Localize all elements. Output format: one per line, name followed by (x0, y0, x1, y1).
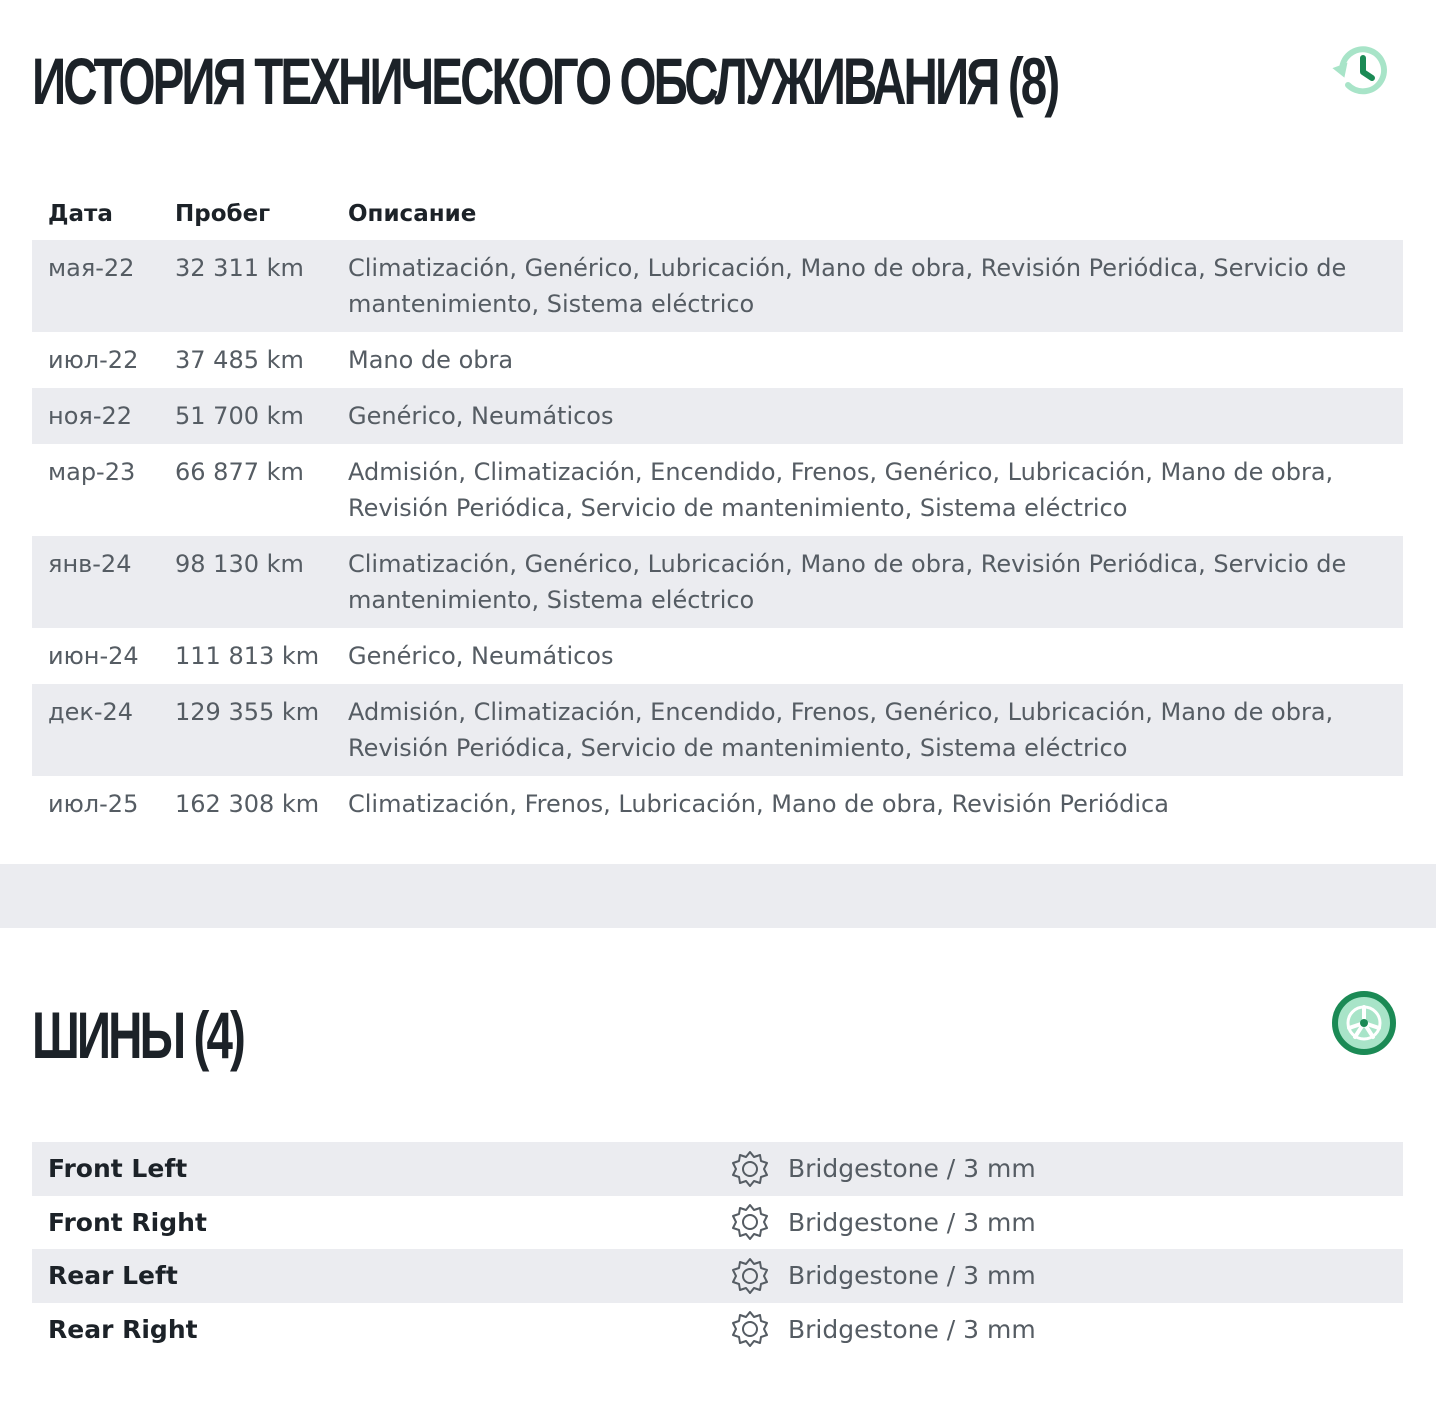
row-date: мар-23 (48, 458, 136, 486)
row-mileage: 129 355 km (175, 698, 320, 726)
tyres-table (32, 1142, 1403, 1356)
table-row (32, 536, 1403, 628)
row-description: Climatización, Frenos, Lubricación, Mano de obra, Revisión Periódica (348, 790, 1169, 818)
section-divider (0, 864, 1436, 928)
tyre-wheel-icon (1331, 990, 1397, 1056)
tyre-info: Bridgestone / 3 mm (788, 1314, 1036, 1344)
tyre-row (32, 1249, 1403, 1303)
gear-icon (712, 1202, 788, 1242)
tyres-title: ШИНЫ (4) (32, 998, 243, 1072)
column-header-mileage: Пробег (175, 201, 271, 227)
row-date: июн-24 (48, 642, 139, 670)
tyre-info: Bridgestone / 3 mm (788, 1261, 1036, 1291)
row-mileage: 66 877 km (175, 458, 304, 486)
gear-icon (712, 1256, 788, 1296)
row-description: Genérico, Neumáticos (348, 642, 614, 670)
row-description: Climatización, Genérico, Lubricación, Mano de obra, Revisión Periódica, Servicio de mantenimiento, Sistema eléctrico (348, 254, 1347, 318)
tyre-row (32, 1196, 1403, 1250)
row-description: Climatización, Genérico, Lubricación, Mano de obra, Revisión Periódica, Servicio de mantenimiento, Sistema eléctrico (348, 550, 1347, 614)
gear-icon (712, 1149, 788, 1189)
row-mileage: 162 308 km (175, 790, 320, 818)
table-row (32, 240, 1403, 332)
row-description: Admisión, Climatización, Encendido, Frenos, Genérico, Lubricación, Mano de obra, Revisión Periódica, Servicio de mantenimiento, Sistema eléctrico (348, 698, 1334, 762)
maintenance-title: ИСТОРИЯ ТЕХНИЧЕСКОГО ОБСЛУЖИВАНИЯ (8) (32, 44, 1058, 118)
row-date: июл-25 (48, 790, 139, 818)
table-header (32, 188, 1403, 240)
tyre-position: Front Right (48, 1207, 207, 1237)
table-row (32, 332, 1403, 388)
row-mileage: 51 700 km (175, 402, 304, 430)
row-date: ноя-22 (48, 402, 133, 430)
row-description: Admisión, Climatización, Encendido, Frenos, Genérico, Lubricación, Mano de obra, Revisión Periódica, Servicio de mantenimiento, Sistema eléctrico (348, 458, 1334, 522)
row-date: дек-24 (48, 698, 134, 726)
table-row (32, 628, 1403, 684)
row-date: янв-24 (48, 550, 132, 578)
tyre-row (32, 1303, 1403, 1357)
history-clock-icon (1330, 38, 1396, 104)
row-description: Genérico, Neumáticos (348, 402, 614, 430)
row-description: Mano de obra (348, 346, 514, 374)
tyre-position: Rear Right (48, 1314, 198, 1344)
table-row (32, 684, 1403, 776)
maintenance-header (32, 44, 1404, 118)
table-row (32, 388, 1403, 444)
table-row (32, 444, 1403, 536)
row-mileage: 98 130 km (175, 550, 304, 578)
tyre-info: Bridgestone / 3 mm (788, 1154, 1036, 1184)
tyre-info: Bridgestone / 3 mm (788, 1207, 1036, 1237)
row-date: июл-22 (48, 346, 139, 374)
tyre-position: Front Left (48, 1154, 188, 1184)
tyre-row (32, 1142, 1403, 1196)
row-mileage: 111 813 km (175, 642, 320, 670)
maintenance-table (32, 188, 1403, 832)
column-header-date: Дата (48, 201, 113, 227)
gear-icon (712, 1309, 788, 1349)
row-mileage: 32 311 km (175, 254, 304, 282)
column-header-description: Описание (348, 201, 477, 227)
row-date: мая-22 (48, 254, 135, 282)
tyre-position: Rear Left (48, 1261, 178, 1291)
table-row (32, 776, 1403, 832)
tyres-header (32, 998, 1404, 1072)
row-mileage: 37 485 km (175, 346, 304, 374)
